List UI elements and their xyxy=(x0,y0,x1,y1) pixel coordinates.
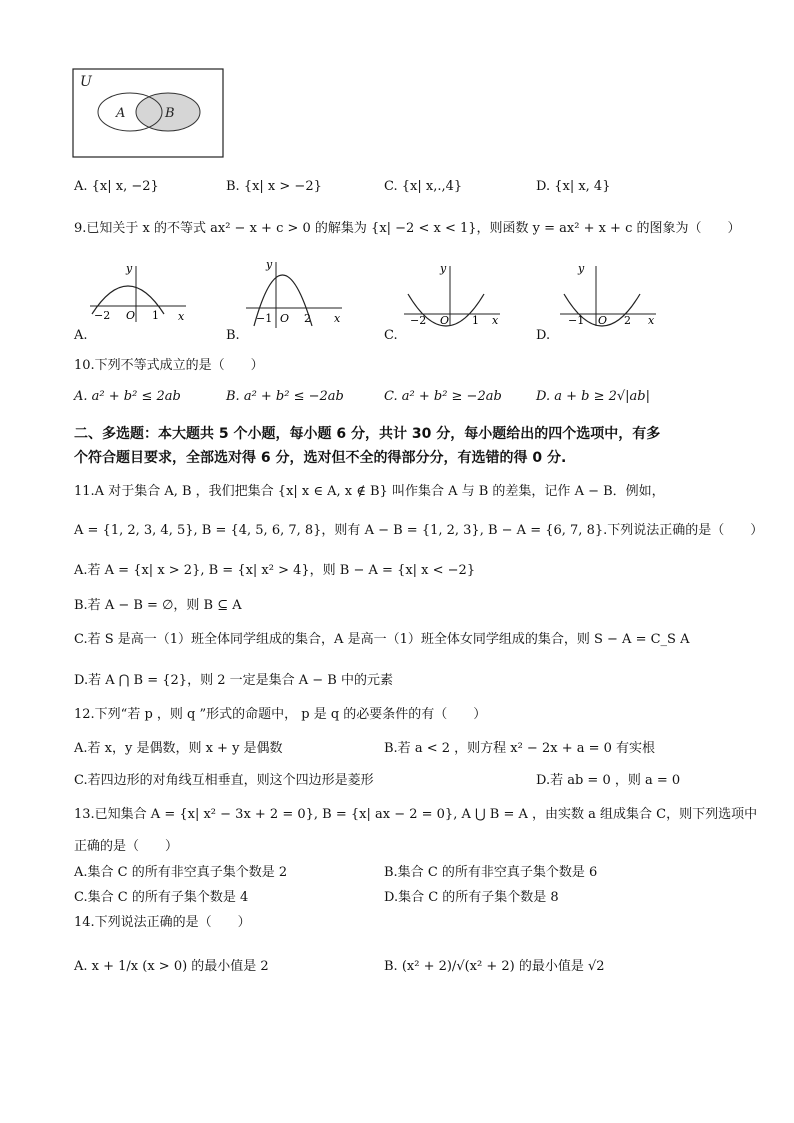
q9-graph-d xyxy=(556,262,660,328)
svg-text:−1: −1 xyxy=(256,312,273,325)
q9-graph-a xyxy=(86,262,190,326)
svg-text:x: x xyxy=(648,314,655,327)
set-b-label: B xyxy=(165,106,175,121)
q13-option-d: D.集合 C 的所有子集个数是 8 xyxy=(384,890,559,905)
q8-option-c: C. {x| x,.,4} xyxy=(384,179,463,194)
q9-option-b: B. xyxy=(226,328,240,343)
q10-option-b: B. a² + b² ≤ −2ab xyxy=(226,389,344,404)
q13-line2: 正确的是（ ） xyxy=(74,839,179,854)
q11-line1: 11.A 对于集合 A, B ，我们把集合 {x| x ∈ A, x ∉ B} 叫作集合 A 与 B 的差集，记作 A − B．例如， xyxy=(74,484,665,499)
svg-text:y: y xyxy=(126,262,133,275)
q9-graph-c xyxy=(400,262,504,328)
q9-stem: 9.已知关于 x 的不等式 ax² − x + c > 0 的解集为 {x| −2 < x < 1}，则函数 y = ax² + x + c 的图象为（ ） xyxy=(74,221,741,236)
set-a-label: A xyxy=(116,106,126,121)
q12-stem: 12.下列“若 p ，则 q ”形式的命题中， p 是 q 的必要条件的有（ ） xyxy=(74,707,487,722)
svg-text:1: 1 xyxy=(472,314,479,327)
q9-option-a: A. xyxy=(74,328,88,343)
svg-text:1: 1 xyxy=(152,309,159,322)
q10-option-d: D. a + b ≥ 2√|ab| xyxy=(536,389,650,404)
universal-set-label: U xyxy=(80,74,92,90)
svg-text:2: 2 xyxy=(304,312,311,325)
q11-option-c: C.若 S 是高一（1）班全体同学组成的集合，A 是高一（1）班全体女同学组成的集合，则 S − A = C_S A xyxy=(74,632,690,647)
section-2-heading-line2: 个符合题目要求，全部选对得 6 分，选对但不全的得部分分，有选错的得 0 分. xyxy=(74,450,567,466)
q12-option-a: A.若 x，y 是偶数，则 x + y 是偶数 xyxy=(74,741,283,756)
svg-text:x: x xyxy=(334,312,341,325)
q14-option-b: B. (x² + 2)/√(x² + 2) 的最小值是 √2 xyxy=(384,959,605,974)
svg-text:y: y xyxy=(440,262,447,275)
q10-option-c: C. a² + b² ≥ −2ab xyxy=(384,389,502,404)
svg-text:−1: −1 xyxy=(568,314,585,327)
q11-line2: A = {1, 2, 3, 4, 5}, B = {4, 5, 6, 7, 8}，则有 A − B = {1, 2, 3}, B − A = {6, 7, 8}.下列说法正确的是（ ） xyxy=(74,523,764,538)
q13-option-a: A.集合 C 的所有非空真子集个数是 2 xyxy=(74,865,288,880)
q8-option-b: B. {x| x > −2} xyxy=(226,179,322,194)
svg-text:y: y xyxy=(266,258,273,271)
q8-option-a: A. {x| x, −2} xyxy=(74,179,159,194)
q8-option-d: D. {x| x, 4} xyxy=(536,179,611,194)
q11-option-b: B.若 A − B = ∅，则 B ⊆ A xyxy=(74,598,242,613)
q10-option-a: A. a² + b² ≤ 2ab xyxy=(74,389,181,404)
svg-text:−2: −2 xyxy=(410,314,427,327)
q14-option-a: A. x + 1/x (x > 0) 的最小值是 2 xyxy=(74,959,269,974)
q12-option-d: D.若 ab = 0 ，则 a = 0 xyxy=(536,773,681,788)
q13-option-b: B.集合 C 的所有非空真子集个数是 6 xyxy=(384,865,598,880)
svg-text:−2: −2 xyxy=(94,309,111,322)
svg-text:x: x xyxy=(178,310,185,323)
svg-text:2: 2 xyxy=(624,314,631,327)
q12-option-c: C.若四边形的对角线互相垂直，则这个四边形是菱形 xyxy=(74,773,374,788)
q9-option-d: D. xyxy=(536,328,551,343)
q11-option-a: A.若 A = {x| x > 2}, B = {x| x² > 4}，则 B − A = {x| x < −2} xyxy=(74,563,476,578)
svg-text:y: y xyxy=(578,262,585,275)
q10-stem: 10.下列不等式成立的是（ ） xyxy=(74,358,264,373)
q13-line1: 13.已知集合 A = {x| x² − 3x + 2 = 0}, B = {x| ax − 2 = 0}, A ⋃ B = A ，由实数 a 组成集合 C，则下列选项中 xyxy=(74,807,758,822)
venn-diagram xyxy=(72,68,226,160)
svg-text:O: O xyxy=(280,312,290,325)
svg-text:O: O xyxy=(440,314,450,327)
q12-option-b: B.若 a < 2 ，则方程 x² − 2x + a = 0 有实根 xyxy=(384,741,656,756)
svg-text:O: O xyxy=(126,309,136,322)
q9-option-c: C. xyxy=(384,328,398,343)
q9-graph-b xyxy=(242,258,346,330)
q14-stem: 14.下列说法正确的是（ ） xyxy=(74,915,251,930)
q11-option-d: D.若 A ⋂ B = {2}，则 2 一定是集合 A − B 中的元素 xyxy=(74,673,393,688)
q13-option-c: C.集合 C 的所有子集个数是 4 xyxy=(74,890,249,905)
section-2-heading-line1: 二、多选题：本大题共 5 个小题，每小题 6 分，共计 30 分，每小题给出的四个选项中，有多 xyxy=(74,426,661,442)
svg-text:O: O xyxy=(598,314,608,327)
svg-text:x: x xyxy=(492,314,499,327)
